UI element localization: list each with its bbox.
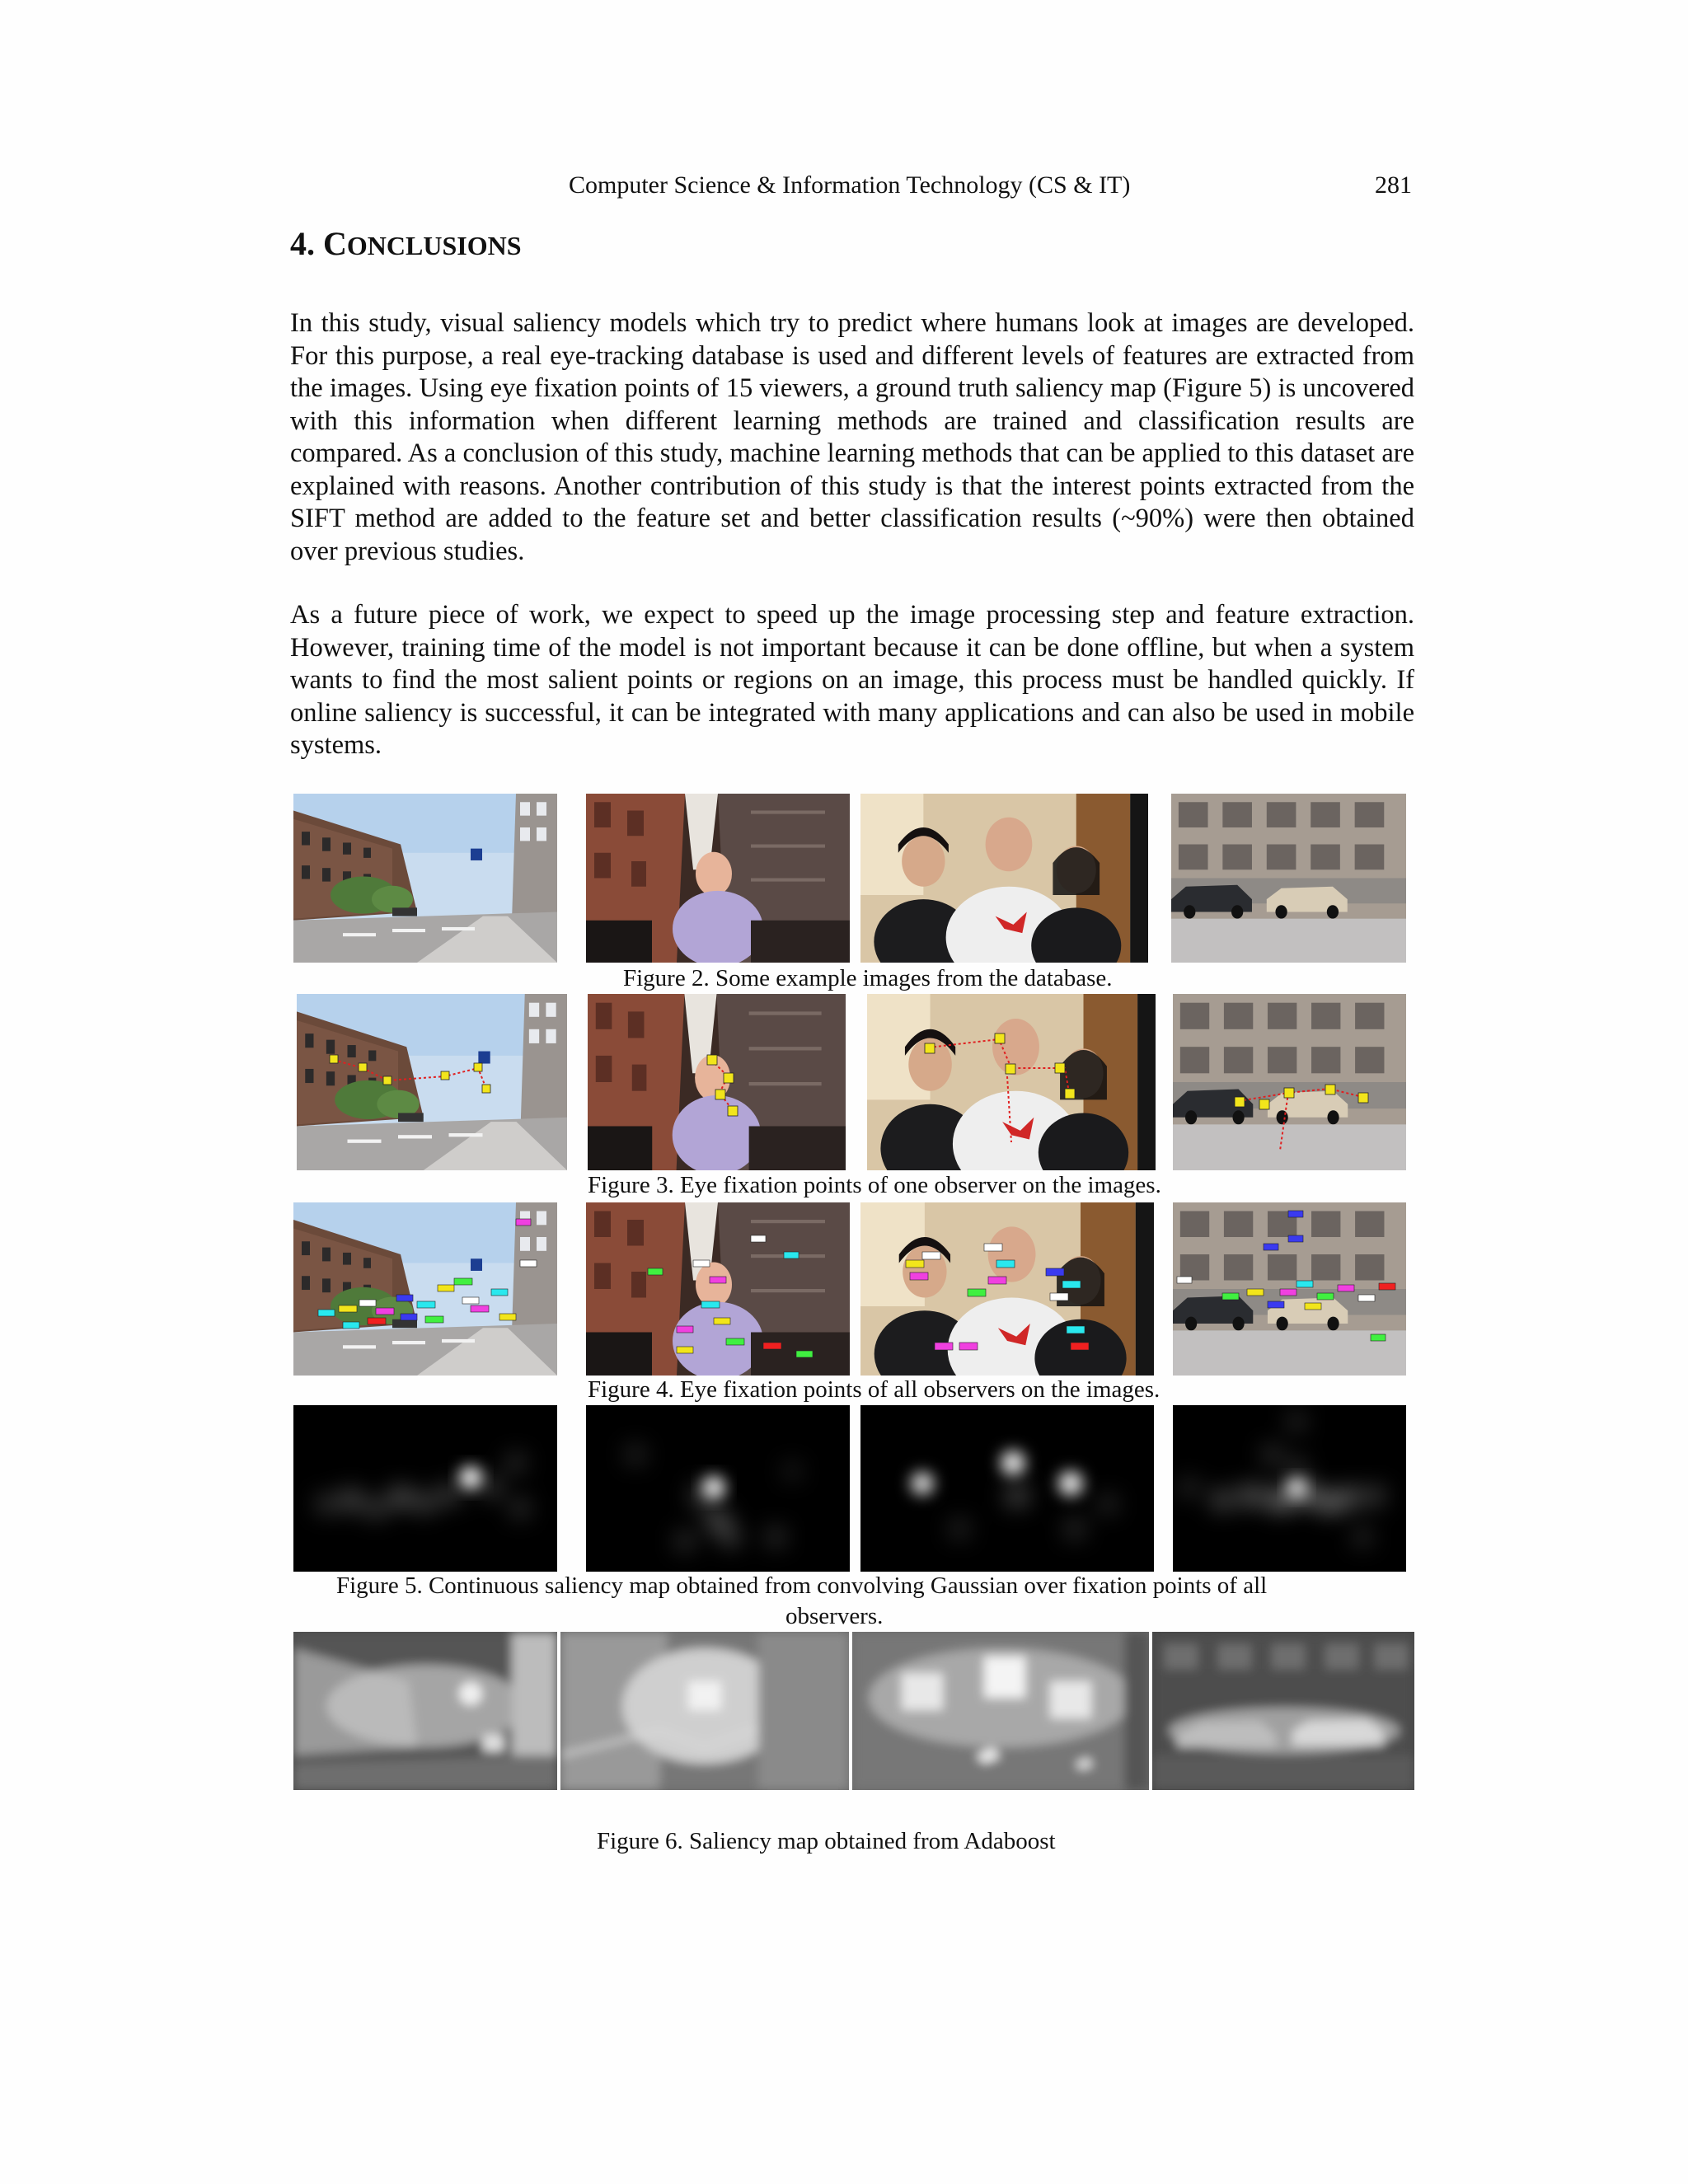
paragraph-1: In this study, visual saliency models which try to predict where humans look at images are developed. For this purpose, a real eye-tracking database is used and different levels of features are extracted from the images. Using eye fixation points of 15 viewers, a ground truth saliency map (Figure 5) is uncovered with this information when different learning methods are trained and classification results are compared. As a conclusion of this study, machine learning methods that can be applied to this dataset are explained with reasons. Another contribution of this study is that the interest points extracted from the SIFT method are added to the feature set and better classification results (~90%) were then obtained over previous studies. [290, 308, 1414, 566]
fig6-saliency-cars [1152, 1632, 1414, 1790]
figure-4-caption: Figure 4. Eye fixation points of all observers on the images. [588, 1376, 1160, 1403]
fig2-image-people [860, 794, 1148, 963]
section-title-initial: C [323, 225, 347, 262]
fig3-image-people [867, 994, 1156, 1170]
fig4-image-cars [1173, 1202, 1406, 1376]
section-title-rest: ONCLUSIONS [346, 231, 522, 260]
fig2-image-cars [1171, 794, 1406, 963]
figure-5-caption-line-2: observers. [785, 1603, 884, 1629]
fig3-image-alley [588, 994, 846, 1170]
page-number: 281 [1375, 171, 1412, 199]
fig2-image-alley [586, 794, 850, 963]
fig3-image-cars [1173, 994, 1406, 1170]
fig6-saliency-street [293, 1632, 557, 1790]
fig5-saliency-people [860, 1405, 1154, 1572]
fig4-image-people [860, 1202, 1154, 1376]
figure-6-caption: Figure 6. Saliency map obtained from Adaboost [597, 1828, 1056, 1854]
figure-2-caption: Figure 2. Some example images from the database. [623, 965, 1113, 991]
fig5-saliency-street [293, 1405, 557, 1572]
fig5-saliency-cars [1173, 1405, 1406, 1572]
fig6-saliency-alley [560, 1632, 849, 1790]
fig6-saliency-people [852, 1632, 1149, 1790]
paragraph-2: As a future piece of work, we expect to speed up the image processing step and feature extraction. However, training time of the model is not important because it can be done offline, but when a system wants to find the most salient points or regions on an image, this process must be handled quickly. If online saliency is successful, it can be integrated with many applications and can also be used in mobile systems. [290, 600, 1414, 760]
fig4-image-street [293, 1202, 557, 1376]
section-number: 4. [290, 225, 315, 262]
fig5-saliency-alley [586, 1405, 850, 1572]
running-header: Computer Science & Information Technology (CS & IT) [569, 171, 1131, 199]
fig3-image-street [297, 994, 567, 1170]
fig2-image-street [293, 794, 557, 963]
figure-3-caption: Figure 3. Eye fixation points of one observer on the images. [588, 1172, 1161, 1198]
figure-5-caption-line-1: Figure 5. Continuous saliency map obtained from convolving Gaussian over fixation points of all [336, 1572, 1268, 1599]
fig4-image-alley [586, 1202, 850, 1376]
section-heading [290, 224, 522, 263]
